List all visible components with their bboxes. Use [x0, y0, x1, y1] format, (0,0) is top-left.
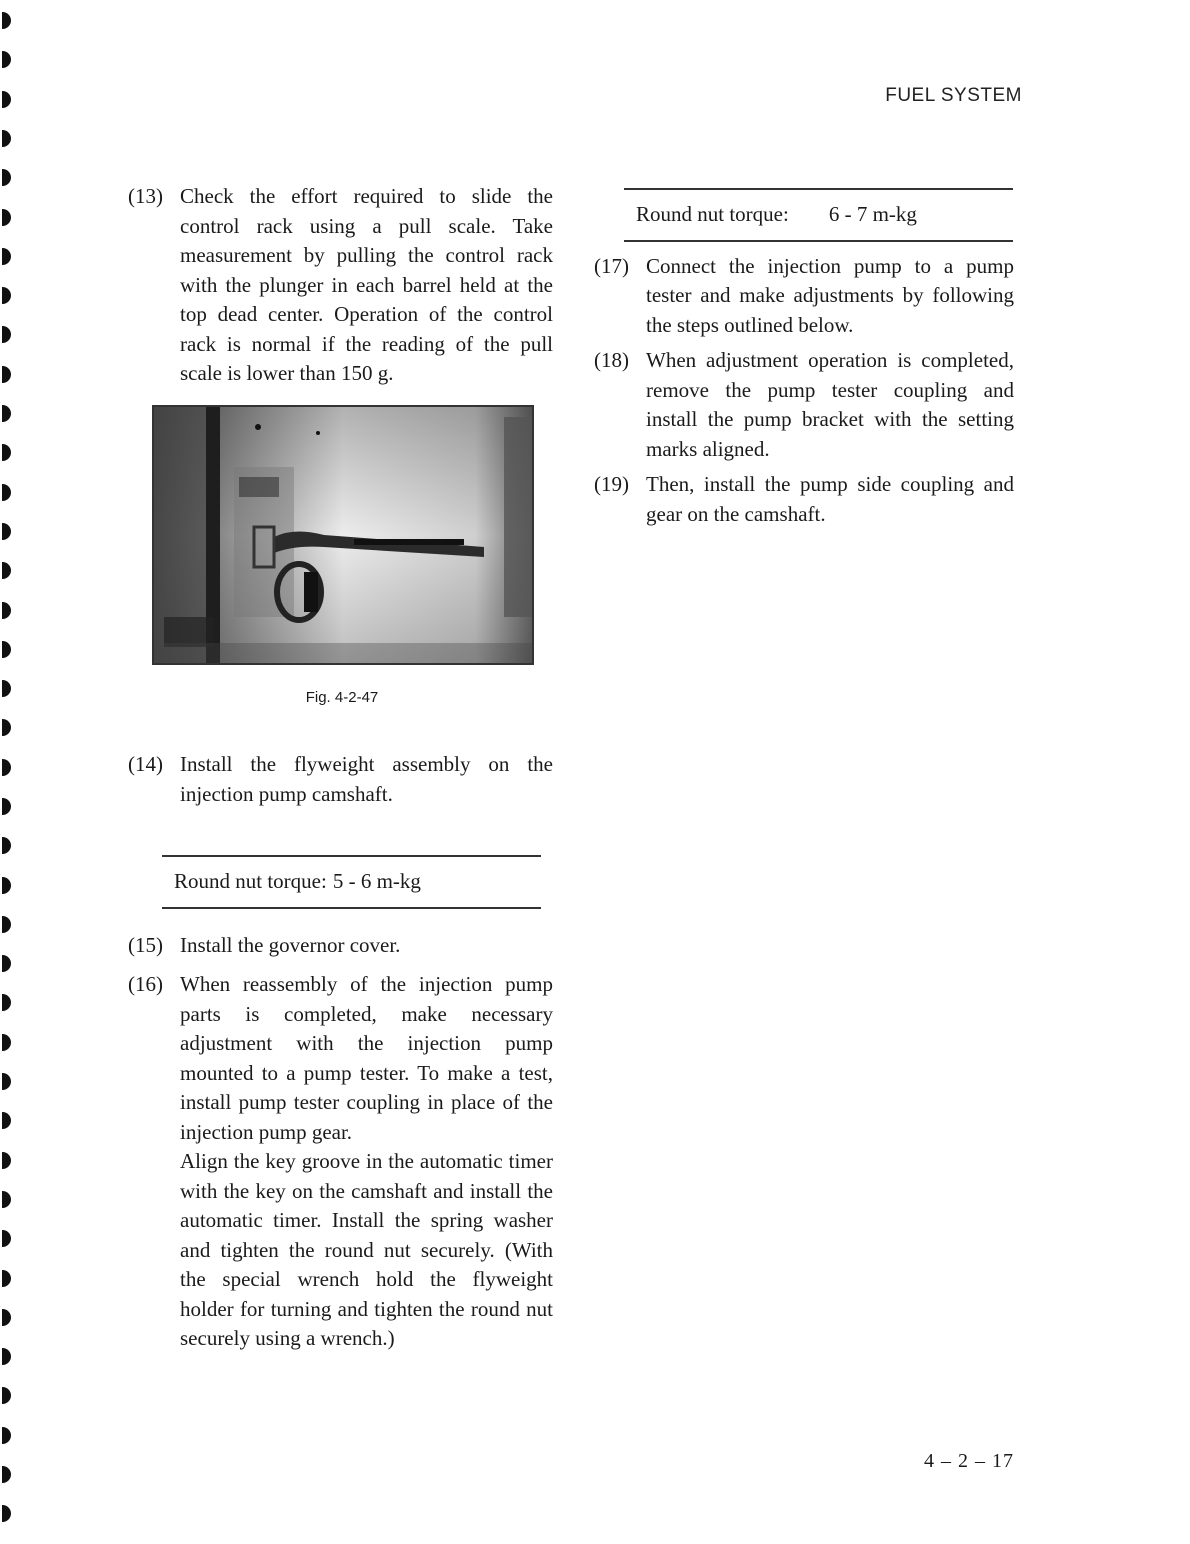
step-number: (14) [128, 752, 163, 776]
step-14 [128, 750, 553, 809]
figure-4-2-47 [152, 405, 532, 713]
binding-hole [2, 1348, 11, 1365]
binding-hole [2, 366, 11, 383]
binding-hole [2, 1112, 11, 1129]
binding-hole [2, 1466, 11, 1483]
step-19 [594, 470, 1014, 529]
figure-caption: Fig. 4-2-47 [305, 688, 379, 706]
binding-hole [2, 994, 11, 1011]
step-text: When adjustment operation is completed, remove the pump tester coupling and install the pump bracket with the setting marks aligned. [646, 348, 1014, 461]
spec-value: 6 - 7 m-kg [828, 202, 917, 226]
binding-hole [2, 1230, 11, 1247]
binding-hole [2, 1034, 11, 1051]
binding-hole [2, 955, 11, 972]
binding-hole [2, 523, 11, 540]
binding-hole [2, 719, 11, 736]
binding-hole [2, 484, 11, 501]
binding-hole [2, 877, 11, 894]
spec-value: 5 - 6 m-kg [332, 869, 421, 893]
step-number: (18) [594, 348, 629, 372]
step-text: Check the effort required to slide the control rack using a pull scale. Take measurement by pulling the control rack with the plunger in each barrel held at the top dead center. Operation of the control rack is normal if the reading of the pull scale is lower than 150 g. [180, 184, 553, 385]
binding-holes [0, 0, 24, 1544]
binding-hole [2, 1270, 11, 1287]
page-number: 4 – 2 – 17 [924, 1450, 1014, 1472]
step-17 [594, 252, 1014, 341]
binding-hole [2, 51, 11, 68]
binding-hole [2, 1309, 11, 1326]
step-number: (15) [128, 932, 163, 957]
binding-hole [2, 602, 11, 619]
binding-hole [2, 641, 11, 658]
step-text: When reassembly of the injection pump parts is completed, make necessary adjustment with the injection pump mounted to a pump tester. To make a test, install pump tester coupling in place of the injection pump gear. [180, 972, 553, 1144]
spec-label: Round nut torque: [636, 202, 789, 226]
binding-hole [2, 91, 11, 108]
binding-hole [2, 405, 11, 422]
step-18 [594, 346, 1014, 464]
step-16 [128, 970, 553, 1354]
binding-hole [2, 326, 11, 343]
binding-hole [2, 444, 11, 461]
torque-spec-box [624, 188, 1013, 242]
binding-hole [2, 837, 11, 854]
step-number: (16) [128, 972, 163, 996]
binding-hole [2, 916, 11, 933]
step-number: (17) [594, 253, 629, 278]
step-text: Connect the injection pump to a pump tester and make adjustments by following the steps outlined below. [646, 253, 1014, 337]
step-number: (13) [128, 184, 163, 208]
binding-hole [2, 209, 11, 226]
pump-photo-image [154, 407, 532, 663]
binding-hole [2, 169, 11, 186]
binding-hole [2, 248, 11, 265]
step-text: Install the governor cover. [180, 932, 401, 957]
step-13 [128, 182, 553, 389]
binding-hole [2, 1152, 11, 1169]
binding-hole [2, 12, 11, 29]
step-text: Then, install the pump side coupling and gear on the camshaft. [646, 472, 1014, 526]
binding-hole [2, 1505, 11, 1522]
step-text: Install the flyweight assembly on the injection pump camshaft. [180, 752, 553, 806]
right-column [594, 188, 1014, 529]
binding-hole [2, 1073, 11, 1090]
left-column [128, 182, 553, 1354]
torque-spec-box [162, 855, 541, 909]
binding-hole [2, 798, 11, 815]
binding-hole [2, 680, 11, 697]
binding-hole [2, 1387, 11, 1404]
binding-hole [2, 562, 11, 579]
pump-photo [152, 405, 534, 665]
binding-hole [2, 287, 11, 304]
binding-hole [2, 1427, 11, 1444]
step-number: (19) [594, 472, 629, 496]
binding-hole [2, 759, 11, 776]
binding-hole [2, 130, 11, 147]
binding-hole [2, 1191, 11, 1208]
spec-label: Round nut torque: [174, 869, 327, 893]
step-15 [128, 931, 553, 961]
step-text-continued: Align the key groove in the automatic timer with the key on the camshaft and install the automatic timer. Install the spring washer and tighten the round nut securely. (With the special wrench hold the flyweight holder for turning and tighten the round nut securely using a wrench.) [180, 1149, 553, 1350]
section-title: FUEL SYSTEM [885, 85, 1022, 106]
